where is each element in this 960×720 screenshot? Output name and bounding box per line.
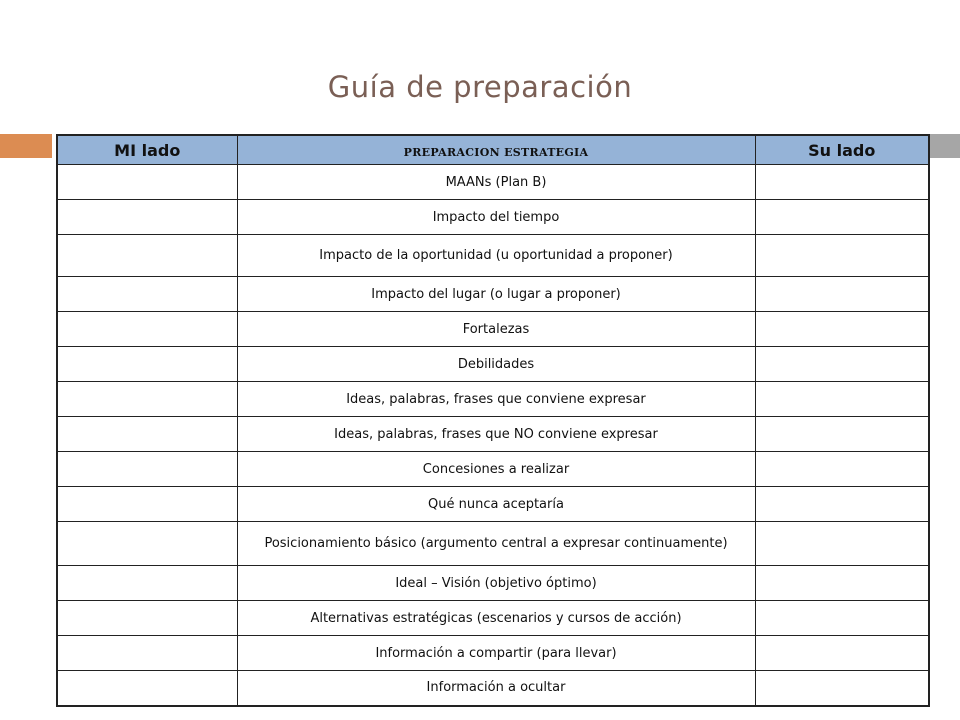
- preparation-table: [56, 134, 930, 707]
- table-row: [57, 382, 929, 417]
- su-lado-cell[interactable]: [755, 200, 929, 235]
- mi-lado-cell[interactable]: [57, 165, 237, 200]
- table-row: [57, 636, 929, 671]
- mi-lado-cell[interactable]: [57, 566, 237, 601]
- mi-lado-cell[interactable]: [57, 200, 237, 235]
- su-lado-cell[interactable]: [755, 566, 929, 601]
- mi-lado-cell[interactable]: [57, 452, 237, 487]
- mi-lado-cell[interactable]: [57, 312, 237, 347]
- strategy-item: Ideas, palabras, frases que conviene expresar: [237, 382, 755, 417]
- su-lado-cell[interactable]: [755, 277, 929, 312]
- slide-title: Guía de preparación: [327, 70, 633, 104]
- mi-lado-cell[interactable]: [57, 487, 237, 522]
- header-mi-lado: MI lado: [57, 135, 237, 165]
- table-row: [57, 347, 929, 382]
- mi-lado-cell[interactable]: [57, 601, 237, 636]
- mi-lado-cell[interactable]: [57, 235, 237, 277]
- strategy-item: Información a compartir (para llevar): [237, 636, 755, 671]
- table-row: [57, 522, 929, 566]
- table-row: [57, 452, 929, 487]
- header-row: [57, 135, 929, 165]
- table-row: [57, 671, 929, 706]
- su-lado-cell[interactable]: [755, 452, 929, 487]
- mi-lado-cell[interactable]: [57, 636, 237, 671]
- mi-lado-cell[interactable]: [57, 347, 237, 382]
- su-lado-cell[interactable]: [755, 165, 929, 200]
- strategy-item: Concesiones a realizar: [237, 452, 755, 487]
- table-row: [57, 566, 929, 601]
- header-su-lado: Su lado: [755, 135, 929, 165]
- mi-lado-cell[interactable]: [57, 417, 237, 452]
- mi-lado-cell[interactable]: [57, 522, 237, 566]
- table-row: [57, 235, 929, 277]
- strategy-item: Impacto de la oportunidad (u oportunidad a proponer): [237, 235, 755, 277]
- su-lado-cell[interactable]: [755, 417, 929, 452]
- strategy-item: Debilidades: [237, 347, 755, 382]
- su-lado-cell[interactable]: [755, 235, 929, 277]
- strategy-item: MAANs (Plan B): [237, 165, 755, 200]
- strategy-item: Fortalezas: [237, 312, 755, 347]
- su-lado-cell[interactable]: [755, 671, 929, 706]
- su-lado-cell[interactable]: [755, 601, 929, 636]
- strategy-item: Ideal – Visión (objetivo óptimo): [237, 566, 755, 601]
- strategy-item: Posicionamiento básico (argumento central a expresar continuamente): [237, 522, 755, 566]
- strategy-item: Qué nunca aceptaría: [237, 487, 755, 522]
- header-preparacion-estrategia: PREPARACION ESTRATEGIA: [237, 135, 755, 165]
- su-lado-cell[interactable]: [755, 312, 929, 347]
- su-lado-cell[interactable]: [755, 347, 929, 382]
- strategy-item: Alternativas estratégicas (escenarios y cursos de acción): [237, 601, 755, 636]
- table-row: [57, 601, 929, 636]
- mi-lado-cell[interactable]: [57, 277, 237, 312]
- table-row: [57, 417, 929, 452]
- strategy-item: Ideas, palabras, frases que NO conviene expresar: [237, 417, 755, 452]
- table-row: [57, 312, 929, 347]
- mi-lado-cell[interactable]: [57, 382, 237, 417]
- su-lado-cell[interactable]: [755, 636, 929, 671]
- strategy-item: Impacto del lugar (o lugar a proponer): [237, 277, 755, 312]
- strategy-item: Información a ocultar: [237, 671, 755, 706]
- su-lado-cell[interactable]: [755, 487, 929, 522]
- su-lado-cell[interactable]: [755, 522, 929, 566]
- mi-lado-cell[interactable]: [57, 671, 237, 706]
- table-row: [57, 200, 929, 235]
- table-row: [57, 487, 929, 522]
- table-row: [57, 165, 929, 200]
- accent-bar-left: [0, 134, 52, 158]
- strategy-item: Impacto del tiempo: [237, 200, 755, 235]
- table-row: [57, 277, 929, 312]
- accent-bar-right: [926, 134, 960, 158]
- su-lado-cell[interactable]: [755, 382, 929, 417]
